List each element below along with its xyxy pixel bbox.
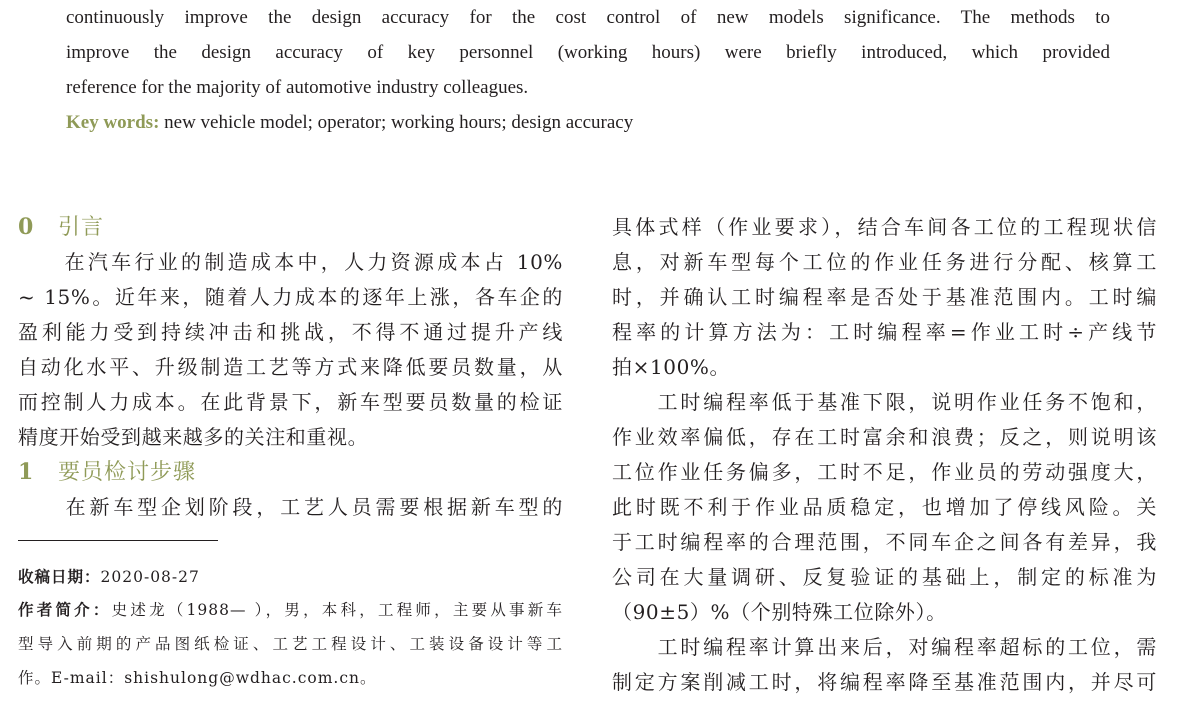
paragraph-line: 拍×100%。 xyxy=(612,355,731,379)
paragraph-line: 息，对新车型每个工位的作业任务进行分配、核算工 xyxy=(612,250,1157,274)
author-bio-label: 作者简介： xyxy=(18,601,112,619)
abstract-line: reference for the majority of automotive industry colleagues. xyxy=(66,77,529,98)
paragraph-line: 工时编程率低于基准下限，说明作业任务不饱和， xyxy=(612,390,1157,414)
keywords-label: Key words: xyxy=(66,112,160,133)
english-abstract xyxy=(66,0,1110,140)
left-column xyxy=(18,210,563,525)
right-column xyxy=(612,210,1157,700)
paragraph-line: 程率的计算方法为：工时编程率=作业工时÷产线节 xyxy=(612,320,1157,344)
abstract-line: continuously improve the design accuracy for the cost control of new models significance. The methods to xyxy=(66,7,1110,28)
paragraph-line: 工时编程率计算出来后，对编程率超标的工位，需 xyxy=(612,635,1157,659)
paragraph-line: 自动化水平、升级制造工艺等方式来降低要员数量，从 xyxy=(18,355,563,379)
author-bio-line: 型导入前期的产品图纸检证、工艺工程设计、工装设备设计等工 xyxy=(18,635,563,653)
received-date-line xyxy=(18,560,563,594)
received-date xyxy=(18,560,563,594)
paragraph-line: 盈利能力受到持续冲击和挑战，不得不通过提升产线 xyxy=(18,320,563,344)
paragraph-line: 时，并确认工时编程率是否处于基准范围内。工时编 xyxy=(612,285,1157,309)
abstract-line: improve the design accuracy of key personnel (working hours) were briefly introduced, which provided xyxy=(66,42,1110,63)
author-bio-text: 史述龙（1988— ），男，本科，工程师，主要从事新车 xyxy=(111,601,563,619)
section-number: 0 xyxy=(18,214,35,240)
author-bio-line xyxy=(18,593,563,627)
section-heading-introduction xyxy=(18,210,563,245)
received-date-value: 2020-08-27 xyxy=(100,568,200,586)
paragraph-line: 在汽车行业的制造成本中，人力资源成本占 10% xyxy=(18,250,563,274)
section-title: 要员检讨步骤 xyxy=(58,460,197,485)
keywords-text: new vehicle model; operator; working hours; design accuracy xyxy=(159,112,634,133)
paragraph-line: 公司在大量调研、反复验证的基础上，制定的标准为 xyxy=(612,565,1157,589)
received-date-label: 收稿日期： xyxy=(18,568,101,586)
paragraph-line: 于工时编程率的合理范围，不同车企之间各有差异，我 xyxy=(612,530,1157,554)
section-title: 引言 xyxy=(58,215,105,240)
author-bio xyxy=(18,593,563,695)
paragraph-line: 制定方案削减工时，将编程率降至基准范围内，并尽可 xyxy=(612,670,1157,694)
section-number: 1 xyxy=(18,459,35,485)
paragraph-line: 在新车型企划阶段，工艺人员需要根据新车型的 xyxy=(18,495,563,519)
keywords-line xyxy=(66,105,1110,140)
author-bio-line: 作。E-mail：shishulong@wdhac.com.cn。 xyxy=(18,669,377,687)
paragraph-line: 而控制人力成本。在此背景下，新车型要员数量的检证 xyxy=(18,390,563,414)
paragraph-line: 具体式样（作业要求），结合车间各工位的工程现状信 xyxy=(612,215,1157,239)
paragraph-line: 作业效率偏低，存在工时富余和浪费；反之，则说明该 xyxy=(612,425,1157,449)
footnote-divider xyxy=(18,540,218,541)
section-heading-steps xyxy=(18,455,563,490)
paragraph-line: ~ 15%。近年来，随着人力成本的逐年上涨，各车企的 xyxy=(18,285,563,309)
paragraph-line: 此时既不利于作业品质稳定，也增加了停线风险。关 xyxy=(612,495,1157,519)
paragraph-line: （90±5）%（个别特殊工位除外）。 xyxy=(612,600,947,624)
paragraph-line: 工位作业任务偏多，工时不足，作业员的劳动强度大， xyxy=(612,460,1157,484)
paragraph-line: 精度开始受到越来越多的关注和重视。 xyxy=(18,425,369,449)
